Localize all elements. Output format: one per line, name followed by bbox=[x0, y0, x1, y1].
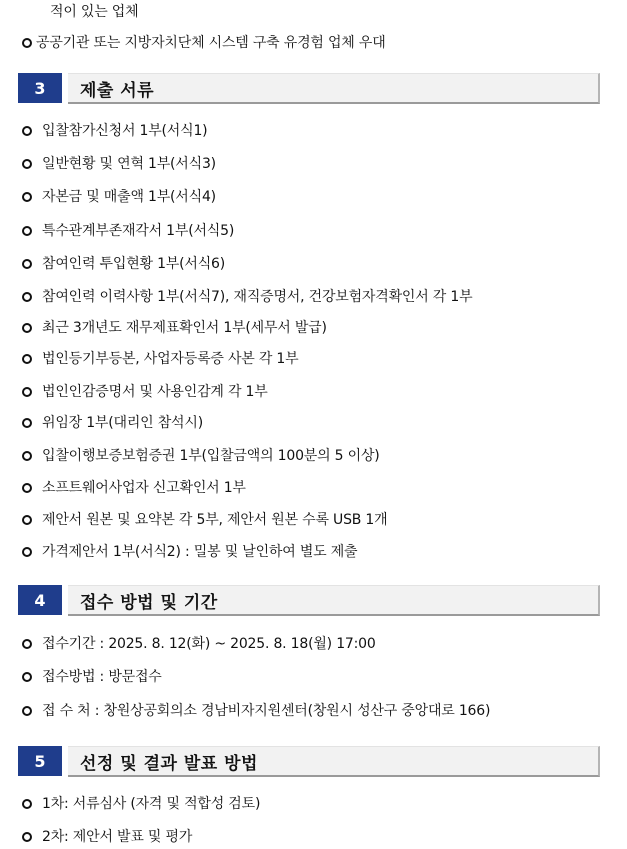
item-text: 법인등기부등본, 사업자등록증 사본 각 1부 bbox=[42, 351, 299, 367]
selection-step-item bbox=[22, 828, 192, 846]
circle-bullet-icon bbox=[22, 672, 32, 682]
submission-document-item bbox=[22, 188, 216, 206]
submission-document-item bbox=[22, 255, 225, 273]
circle-bullet-icon bbox=[22, 515, 32, 525]
reception-item bbox=[22, 702, 490, 720]
circle-bullet-icon bbox=[22, 292, 32, 302]
item-text: 2차: 제안서 발표 및 평가 bbox=[42, 829, 193, 845]
item-text: 접수방법 : 방문접수 bbox=[42, 669, 162, 685]
section-header-3 bbox=[18, 73, 600, 103]
section-number-badge: 5 bbox=[18, 746, 62, 776]
reception-item bbox=[22, 668, 162, 686]
item-text: 소프트웨어사업자 신고확인서 1부 bbox=[42, 480, 246, 496]
section-number-badge: 4 bbox=[18, 585, 62, 615]
submission-document-item bbox=[22, 511, 387, 529]
eligibility-continuation-text: 적이 있는 업체 bbox=[50, 4, 139, 20]
submission-document-item bbox=[22, 222, 234, 240]
submission-document-item bbox=[22, 122, 207, 140]
circle-bullet-icon bbox=[22, 323, 32, 333]
submission-document-item bbox=[22, 350, 298, 368]
circle-bullet-icon bbox=[22, 832, 32, 842]
selection-step-item bbox=[22, 795, 260, 813]
section-title: 선정 및 결과 발표 방법 bbox=[80, 753, 258, 774]
preference-item bbox=[22, 34, 386, 52]
circle-bullet-icon bbox=[22, 226, 32, 236]
item-text: 일반현황 및 연혁 1부(서식3) bbox=[42, 156, 216, 172]
circle-bullet-icon bbox=[22, 387, 32, 397]
submission-document-item bbox=[22, 543, 357, 561]
item-text: 특수관계부존재각서 1부(서식5) bbox=[42, 223, 235, 239]
circle-bullet-icon bbox=[22, 639, 32, 649]
item-text: 위임장 1부(대리인 참석시) bbox=[42, 415, 203, 431]
item-text: 입찰이행보증보험증권 1부(입찰금액의 100분의 5 이상) bbox=[42, 448, 380, 464]
section-header-4 bbox=[18, 585, 600, 615]
circle-bullet-icon bbox=[22, 354, 32, 364]
item-text: 입찰참가신청서 1부(서식1) bbox=[42, 123, 208, 139]
circle-bullet-icon bbox=[22, 451, 32, 461]
section-title-bar bbox=[68, 73, 600, 104]
section-header-5 bbox=[18, 746, 600, 776]
circle-bullet-icon bbox=[22, 418, 32, 428]
circle-bullet-icon bbox=[22, 799, 32, 809]
circle-bullet-icon bbox=[22, 706, 32, 716]
circle-bullet-icon bbox=[22, 259, 32, 269]
submission-document-item bbox=[22, 447, 380, 465]
item-text: 1차: 서류심사 (자격 및 적합성 검토) bbox=[42, 796, 261, 812]
item-text: 참여인력 투입현황 1부(서식6) bbox=[42, 256, 226, 272]
submission-document-item bbox=[22, 288, 472, 306]
submission-document-item bbox=[22, 479, 246, 497]
submission-document-item bbox=[22, 414, 203, 432]
section-number-badge: 3 bbox=[18, 73, 62, 103]
submission-document-item bbox=[22, 383, 268, 401]
circle-bullet-icon bbox=[22, 192, 32, 202]
circle-bullet-icon bbox=[22, 38, 32, 48]
submission-document-item bbox=[22, 319, 327, 337]
item-text: 참여인력 이력사항 1부(서식7), 재직증명서, 건강보험자격확인서 각 1부 bbox=[42, 289, 473, 305]
section-title-bar bbox=[68, 746, 600, 777]
section-title: 접수 방법 및 기간 bbox=[80, 592, 218, 613]
circle-bullet-icon bbox=[22, 483, 32, 493]
preference-text: 공공기관 또는 지방자치단체 시스템 구축 유경험 업체 우대 bbox=[36, 35, 386, 51]
submission-document-item bbox=[22, 155, 216, 173]
circle-bullet-icon bbox=[22, 126, 32, 136]
item-text: 법인인감증명서 및 사용인감계 각 1부 bbox=[42, 384, 268, 400]
item-text: 최근 3개년도 재무제표확인서 1부(세무서 발급) bbox=[42, 320, 327, 336]
item-text: 가격제안서 1부(서식2) : 밀봉 및 날인하여 별도 제출 bbox=[42, 544, 358, 560]
item-text: 제안서 원본 및 요약본 각 5부, 제안서 원본 수록 USB 1개 bbox=[42, 512, 388, 528]
circle-bullet-icon bbox=[22, 159, 32, 169]
circle-bullet-icon bbox=[22, 547, 32, 557]
item-text: 접수기간 : 2025. 8. 12(화) ~ 2025. 8. 18(월) 17:00 bbox=[42, 636, 376, 652]
item-text: 접 수 처 : 창원상공회의소 경남비자지원센터(창원시 성산구 중앙대로 166) bbox=[42, 703, 491, 719]
section-title-bar bbox=[68, 585, 600, 616]
item-text: 자본금 및 매출액 1부(서식4) bbox=[42, 189, 216, 205]
reception-item bbox=[22, 635, 376, 653]
section-title: 제출 서류 bbox=[80, 80, 155, 101]
